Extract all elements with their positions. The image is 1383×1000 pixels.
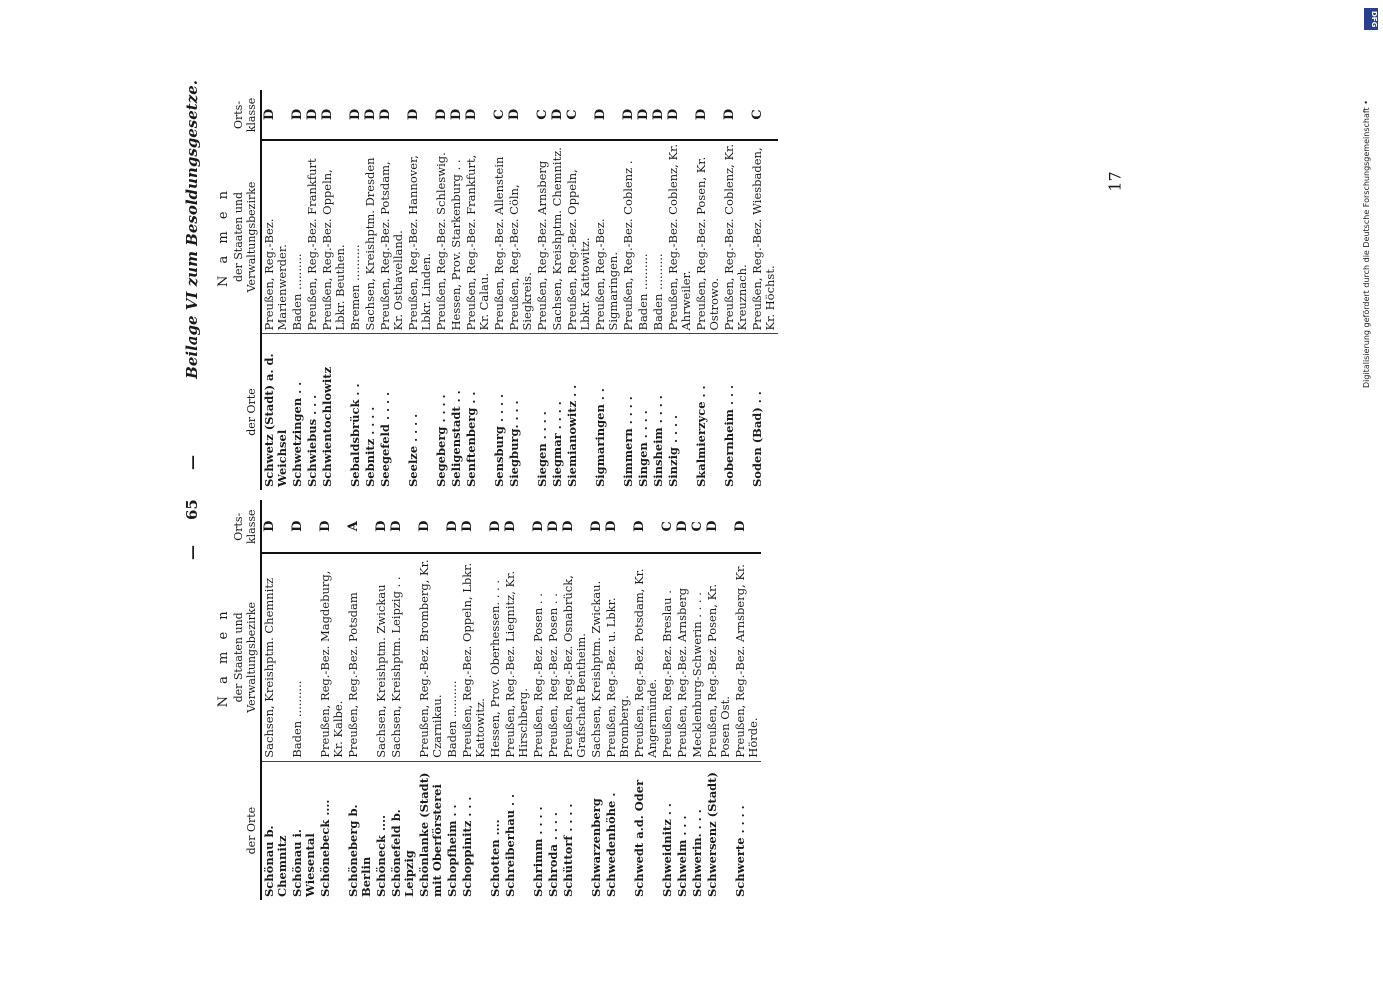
state-district-cell: Preußen, Reg.-Bez. Posen, Kr. Ostrowo. — [694, 140, 722, 334]
class-cell: D — [636, 90, 651, 140]
class-cell: D — [406, 90, 434, 140]
class-cell: D — [666, 90, 694, 140]
place-name-cell: Singen . . . . — [636, 410, 650, 487]
class-cell: D — [434, 90, 449, 140]
table-row — [632, 500, 660, 900]
table-row — [561, 500, 589, 900]
place-name-cell: Sebnitz . . . . — [363, 406, 377, 487]
table-row — [531, 500, 546, 900]
place-name-cell: Schüttorf . . . . — [561, 803, 575, 897]
state-district-cell: Preußen, Reg.-Bez. Allenstein — [492, 140, 507, 334]
state-district-cell: Preußen, Reg.-Bez. Marienwerder. — [261, 140, 290, 334]
class-cell: D — [604, 500, 632, 554]
state-district-cell: Sachsen, Kreishptm. Zwickau. — [589, 554, 604, 762]
place-name-cell: Schwerin. . . . — [690, 809, 704, 897]
table-row — [621, 90, 636, 490]
state-district-cell: Baden .......... — [651, 140, 666, 334]
table-row — [604, 500, 632, 900]
place-name-cell: Schönebeck .... — [318, 799, 332, 897]
class-cell: D — [632, 500, 660, 554]
class-cell: D — [389, 500, 417, 554]
table-row — [750, 90, 778, 490]
class-cell: D — [374, 500, 389, 554]
state-district-cell: Preußen, Reg.-Bez. Hannover, Lbkr. Linden. — [406, 140, 434, 334]
state-district-cell: Preußen, Reg.-Bez. Arnsberg — [675, 554, 690, 762]
state-district-cell: Sachsen, Kreishptm. Dresden — [363, 140, 378, 334]
table-row — [488, 500, 503, 900]
place-name-cell: Senftenberg . . — [464, 391, 478, 487]
table-row — [507, 90, 535, 490]
place-name-cell: Simmern . . . . — [621, 396, 635, 487]
class-cell: D — [733, 500, 761, 554]
page-number: 65 — [183, 499, 201, 520]
table-row — [675, 500, 690, 900]
class-cell: D — [503, 500, 531, 554]
state-district-cell: Sachsen, Kreishptm. Chemnitz — [261, 554, 290, 762]
state-district-cell: Preußen, Reg.-Bez. Cöln, Siegkreis. — [507, 140, 535, 334]
place-name-cell: Seelze . . . . — [406, 413, 420, 487]
table-row — [636, 90, 651, 490]
state-district-cell: Bremen .......... — [348, 140, 363, 334]
state-district-cell: Preußen, Reg.-Bez. Magdeburg, Kr. Kalbe. — [318, 554, 346, 762]
col-header-staat: der Staaten und Verwaltungsbezirke — [230, 554, 261, 762]
class-cell: D — [531, 500, 546, 554]
state-district-cell: Baden .......... — [636, 140, 651, 334]
place-name-cell: Schwiebus . . . — [305, 394, 319, 487]
class-cell: C — [565, 90, 593, 140]
class-cell: D — [722, 90, 750, 140]
class-cell: C — [535, 90, 550, 140]
place-name-cell: Schweidnitz . . — [660, 803, 674, 897]
table-row — [690, 500, 705, 900]
place-name-cell: Seligenstadt . . — [449, 390, 463, 487]
table-row — [445, 500, 460, 900]
class-cell: D — [290, 90, 305, 140]
table-columns — [215, 80, 1095, 900]
table-row — [290, 500, 318, 900]
state-district-cell: Preußen, Reg.-Bez. u. Lbkr. Bromberg. — [604, 554, 632, 762]
state-district-cell: Preußen, Reg.-Bez. Bromberg, Kr. Czarnikau. — [417, 554, 445, 762]
state-district-cell: Preußen, Reg.-Bez. Wiesbaden, Kr. Höchst. — [750, 140, 778, 334]
col-header-ort: der Orte — [215, 334, 261, 490]
place-name-cell: Schwelm . . . — [675, 815, 689, 897]
state-district-cell: Sachsen, Kreishptm. Chemnitz. — [550, 140, 565, 334]
place-name-cell: Schönau i. Wiesental — [290, 829, 317, 897]
table-row — [320, 90, 348, 490]
state-district-cell: Preußen, Reg.-Bez. Frankfurt, Kr. Calau. — [464, 140, 492, 334]
place-name-cell: Schreiberhau . . — [503, 793, 517, 897]
class-cell: D — [694, 90, 722, 140]
place-name-cell: Schwerte . . . . — [733, 805, 747, 897]
table-row — [348, 90, 363, 490]
class-cell: C — [750, 90, 778, 140]
state-district-cell: Preußen, Reg.-Bez. Schleswig. — [434, 140, 449, 334]
class-cell: D — [348, 90, 363, 140]
header-dash-right: — — [183, 455, 201, 470]
class-cell: D — [445, 500, 460, 554]
right-table-grid — [215, 90, 778, 490]
place-name-cell: Skalmierzyce . . — [694, 385, 708, 487]
footer-page-number: 17 — [1105, 171, 1125, 192]
place-name-cell: Schroda . . . . — [546, 812, 560, 897]
class-cell: D — [449, 90, 464, 140]
class-cell: D — [290, 500, 318, 554]
col-header-staat: der Staaten und Verwaltungsbezirke — [230, 140, 261, 334]
place-name-cell: Schrimm . . . . — [531, 806, 545, 897]
table-row — [733, 500, 761, 900]
class-cell: D — [589, 500, 604, 554]
place-name-cell: Schwetzingen . . — [290, 381, 304, 487]
state-district-cell: Preußen, Reg.-Bez. Oppeln, Lbkr. Beuthen. — [320, 140, 348, 334]
class-cell: D — [318, 500, 346, 554]
place-name-cell: Schwersenz (Stadt) — [705, 772, 719, 897]
state-district-cell: Preußen, Reg.-Bez. Oppeln, Lbkr. Kattowitz. — [565, 140, 593, 334]
state-district-cell: Preußen, Reg.-Bez. Arnsberg — [535, 140, 550, 334]
class-cell: D — [593, 90, 621, 140]
place-name-cell: Schwedt a.d. Oder — [632, 779, 646, 897]
table-row — [503, 500, 531, 900]
table-row — [290, 90, 305, 490]
rotated-content — [175, 80, 1105, 900]
table-row — [363, 90, 378, 490]
place-name-cell: Sinsheim . . . . — [651, 395, 665, 487]
state-district-cell: Sachsen, Kreishptm. Leipzig . . — [389, 554, 417, 762]
place-name-cell: Schwedenhöhe . — [604, 792, 618, 897]
place-name-cell: Schopfheim . . — [445, 804, 459, 897]
class-cell: D — [320, 90, 348, 140]
place-name-cell: Siegmar . . . . — [550, 401, 564, 487]
col-header-ort: der Orte — [215, 761, 261, 900]
place-name-cell: Schöneck .... — [374, 814, 388, 897]
class-cell: D — [305, 90, 320, 140]
state-district-cell: Preußen, Reg.-Bez. Coblenz, Kr. Kreuznach. — [722, 140, 750, 334]
state-district-cell: Baden .......... — [290, 554, 318, 762]
state-district-cell: Preußen, Reg.-Bez. Coblenz . — [621, 140, 636, 334]
class-cell: C — [660, 500, 675, 554]
table-row — [535, 90, 550, 490]
table-row — [550, 90, 565, 490]
table-row — [389, 500, 417, 900]
table-row — [318, 500, 346, 900]
class-cell: D — [261, 500, 290, 554]
table-row — [705, 500, 733, 900]
place-name-cell: Schoppinitz . . . — [460, 796, 474, 897]
place-name-cell: Schotten .... — [488, 819, 502, 897]
state-district-cell: Baden .......... — [290, 140, 305, 334]
place-name-cell: Sensburg . . . . — [492, 394, 506, 487]
header-dash-left: — — [183, 545, 201, 560]
class-cell: C — [690, 500, 705, 554]
col-header-namen: N a m e n — [216, 607, 231, 708]
table-row — [546, 500, 561, 900]
table-row — [346, 500, 374, 900]
state-district-cell: Preußen, Reg.-Bez. Frankfurt — [305, 140, 320, 334]
class-cell: D — [561, 500, 589, 554]
place-name-cell: Siegburg. . . . — [507, 400, 521, 487]
state-district-cell: Baden .......... — [445, 554, 460, 762]
table-row — [593, 90, 621, 490]
place-name-cell: Segeberg . . . . — [434, 394, 448, 487]
state-district-cell: Preußen, Reg.-Bez. Posen . . — [546, 554, 561, 762]
table-row — [651, 90, 666, 490]
right-table — [215, 90, 1095, 490]
col-header-klasse: Orts-klasse — [215, 500, 261, 554]
place-name-cell: Sobernheim . . . — [722, 385, 736, 487]
place-name-cell: Soden (Bad) . . — [750, 391, 764, 487]
class-cell: D — [621, 90, 636, 140]
dfg-watermark — [1362, 8, 1380, 388]
table-row — [666, 90, 694, 490]
state-district-cell: Preußen, Reg.-Bez. Breslau . — [660, 554, 675, 762]
place-name-cell: Schwetz (Stadt) a. d. Weichsel — [262, 353, 289, 487]
class-cell: D — [261, 90, 290, 140]
dfg-watermark-text: Digitalisierung gefördert durch die Deutsche Forschungsgemeinschaft • — [1362, 100, 1371, 388]
state-district-cell: Hessen, Prov. Starkenburg . . — [449, 140, 464, 334]
state-district-cell: Preußen, Reg.-Bez. Coblenz, Kr. Ahrweiler. — [666, 140, 694, 334]
state-district-cell: Hessen, Prov. Oberhessen. . . . — [488, 554, 503, 762]
dfg-logo: DFG — [1364, 8, 1378, 30]
place-name-cell: Schöneberg b. Berlin — [346, 804, 373, 897]
state-district-cell: Mecklenburg-Schwerin . . . . — [690, 554, 705, 762]
state-district-cell: Preußen, Reg.-Bez. Posen, Kr. Posen Ost. — [705, 554, 733, 762]
state-district-cell: Preußen, Reg.-Bez. Potsdam, Kr. Osthavelland. — [378, 140, 406, 334]
state-district-cell: Sachsen, Kreishptm. Zwickau — [374, 554, 389, 762]
scanned-page — [175, 80, 1055, 1000]
class-cell: D — [464, 90, 492, 140]
state-district-cell: Preußen, Reg.-Bez. Osnabrück, Grafschaft Bentheim. — [561, 554, 589, 762]
table-row — [565, 90, 593, 490]
table-row — [261, 500, 290, 900]
table-row — [417, 500, 445, 900]
table-row — [492, 90, 507, 490]
table-row — [722, 90, 750, 490]
place-name-cell: Siemianowitz . . — [565, 384, 579, 487]
class-cell: D — [550, 90, 565, 140]
table-row — [406, 90, 434, 490]
place-name-cell: Schönefeld b. Leipzig — [389, 809, 416, 897]
class-cell: D — [460, 500, 488, 554]
table-row — [694, 90, 722, 490]
table-row — [434, 90, 449, 490]
place-name-cell: Schwarzenberg — [589, 798, 603, 897]
place-name-cell: Seegefeld . . . . — [378, 392, 392, 487]
table-row — [378, 90, 406, 490]
table-row — [305, 90, 320, 490]
col-header-klasse: Orts-klasse — [215, 90, 261, 140]
state-district-cell: Preußen, Reg.-Bez. Posen . . — [531, 554, 546, 762]
place-name-cell: Sebaldsbrück . . — [348, 383, 362, 487]
state-district-cell: Preußen, Reg.-Bez. Arnsberg, Kr. Hörde. — [733, 554, 761, 762]
place-name-cell: Schönlanke (Stadt) mit Oberförsterei — [417, 772, 444, 897]
page-title: Beilage VI zum Besoldungsgesetze. — [183, 80, 201, 379]
class-cell: D — [507, 90, 535, 140]
place-name-cell: Schönau b. Chemnitz — [262, 825, 289, 897]
state-district-cell: Preußen, Reg.-Bez. Oppeln, Lbkr. Kattowitz. — [460, 554, 488, 762]
class-cell: D — [378, 90, 406, 140]
class-cell: D — [488, 500, 503, 554]
class-cell: A — [346, 500, 374, 554]
table-row — [660, 500, 675, 900]
left-table-body — [261, 500, 761, 900]
table-row — [460, 500, 488, 900]
class-cell: D — [675, 500, 690, 554]
col-header-namen: N a m e n — [216, 186, 231, 288]
class-cell: C — [492, 90, 507, 140]
place-name-cell: Siegen . . . . — [535, 411, 549, 487]
class-cell: D — [651, 90, 666, 140]
left-table — [215, 500, 1095, 900]
place-name-cell: Schwientochlowitz — [320, 366, 334, 487]
table-row — [464, 90, 492, 490]
state-district-cell: Preußen, Reg.-Bez. Potsdam — [346, 554, 374, 762]
table-row — [589, 500, 604, 900]
class-cell: D — [363, 90, 378, 140]
state-district-cell: Preußen, Reg.-Bez. Potsdam, Kr. Angermünde. — [632, 554, 660, 762]
place-name-cell: Sigmaringen . . — [593, 388, 607, 487]
page-header — [175, 80, 215, 900]
class-cell: D — [417, 500, 445, 554]
state-district-cell: Preußen, Reg.-Bez. Liegnitz, Kr. Hirschberg. — [503, 554, 531, 762]
class-cell: D — [546, 500, 561, 554]
left-table-grid — [215, 500, 761, 900]
table-row — [261, 90, 290, 490]
right-table-body — [261, 90, 778, 490]
table-row — [374, 500, 389, 900]
place-name-cell: Sinzig . . . . — [666, 414, 680, 487]
table-row — [449, 90, 464, 490]
class-cell: D — [705, 500, 733, 554]
state-district-cell: Preußen, Reg.-Bez. Sigmaringen. — [593, 140, 621, 334]
